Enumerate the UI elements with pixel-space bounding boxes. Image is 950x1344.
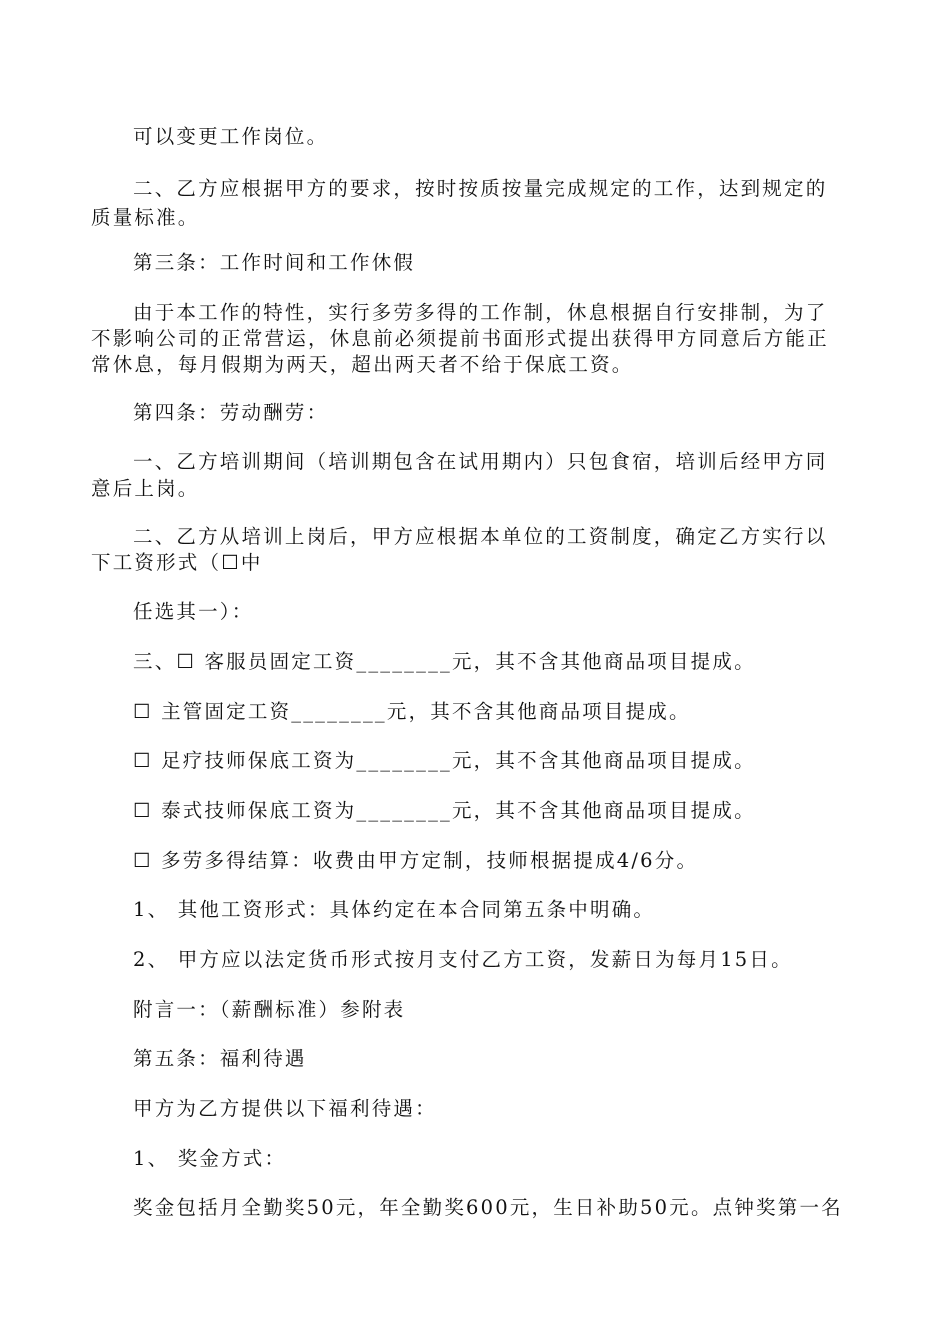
section-heading: 第五条：福利待遇	[133, 1047, 307, 1070]
text-line: ☐ 多劳多得结算：收费由甲方定制，技师根据提成4/6分。	[133, 849, 699, 872]
text-line: 一、乙方培训期间（培训期包含在试用期内）只包食宿，培训后经甲方同	[133, 450, 828, 473]
text-line: 任选其一）：	[133, 600, 254, 623]
text-line: ☐ 足疗技师保底工资为________元，其不含其他商品项目提成。	[133, 749, 756, 772]
text-line: 二、乙方从培训上岗后，甲方应根据本单位的工资制度，确定乙方实行以	[133, 525, 828, 548]
text-line: 二、乙方应根据甲方的要求，按时按质按量完成规定的工作，达到规定的	[133, 177, 828, 200]
text-line: 可以变更工作岗位。	[133, 125, 329, 148]
section-heading: 第四条：劳动酬劳：	[133, 401, 329, 424]
text-line: 甲方为乙方提供以下福利待遇：	[133, 1097, 437, 1120]
text-line: 不影响公司的正常营运，休息前必须提前书面形式提出获得甲方同意后方能正	[91, 327, 829, 350]
text-line: 由于本工作的特性，实行多劳多得的工作制，休息根据自行安排制，为了	[133, 301, 828, 324]
section-heading: 第三条：工作时间和工作休假	[133, 251, 416, 274]
text-line: 附言一：（薪酬标准）参附表	[133, 998, 406, 1021]
text-line: 下工资形式（☐中	[91, 551, 263, 574]
text-line: 2、 甲方应以法定货币形式按月支付乙方工资，发薪日为每月15日。	[133, 948, 793, 971]
text-line: 三、☐ 客服员固定工资________元，其不含其他商品项目提成。	[133, 650, 756, 673]
text-line: 意后上岗。	[91, 477, 200, 500]
text-line: ☐ 主管固定工资________元，其不含其他商品项目提成。	[133, 700, 691, 723]
text-line: 1、 其他工资形式：具体约定在本合同第五条中明确。	[133, 898, 656, 921]
text-line: 1、 奖金方式：	[133, 1147, 287, 1170]
text-line: 质量标准。	[91, 206, 200, 229]
text-line: 常休息，每月假期为两天，超出两天者不给于保底工资。	[91, 353, 634, 376]
text-line: ☐ 泰式技师保底工资为________元，其不含其他商品项目提成。	[133, 799, 756, 822]
text-line: 奖金包括月全勤奖50元，年全勤奖600元，生日补助50元。点钟奖第一名	[133, 1196, 843, 1219]
